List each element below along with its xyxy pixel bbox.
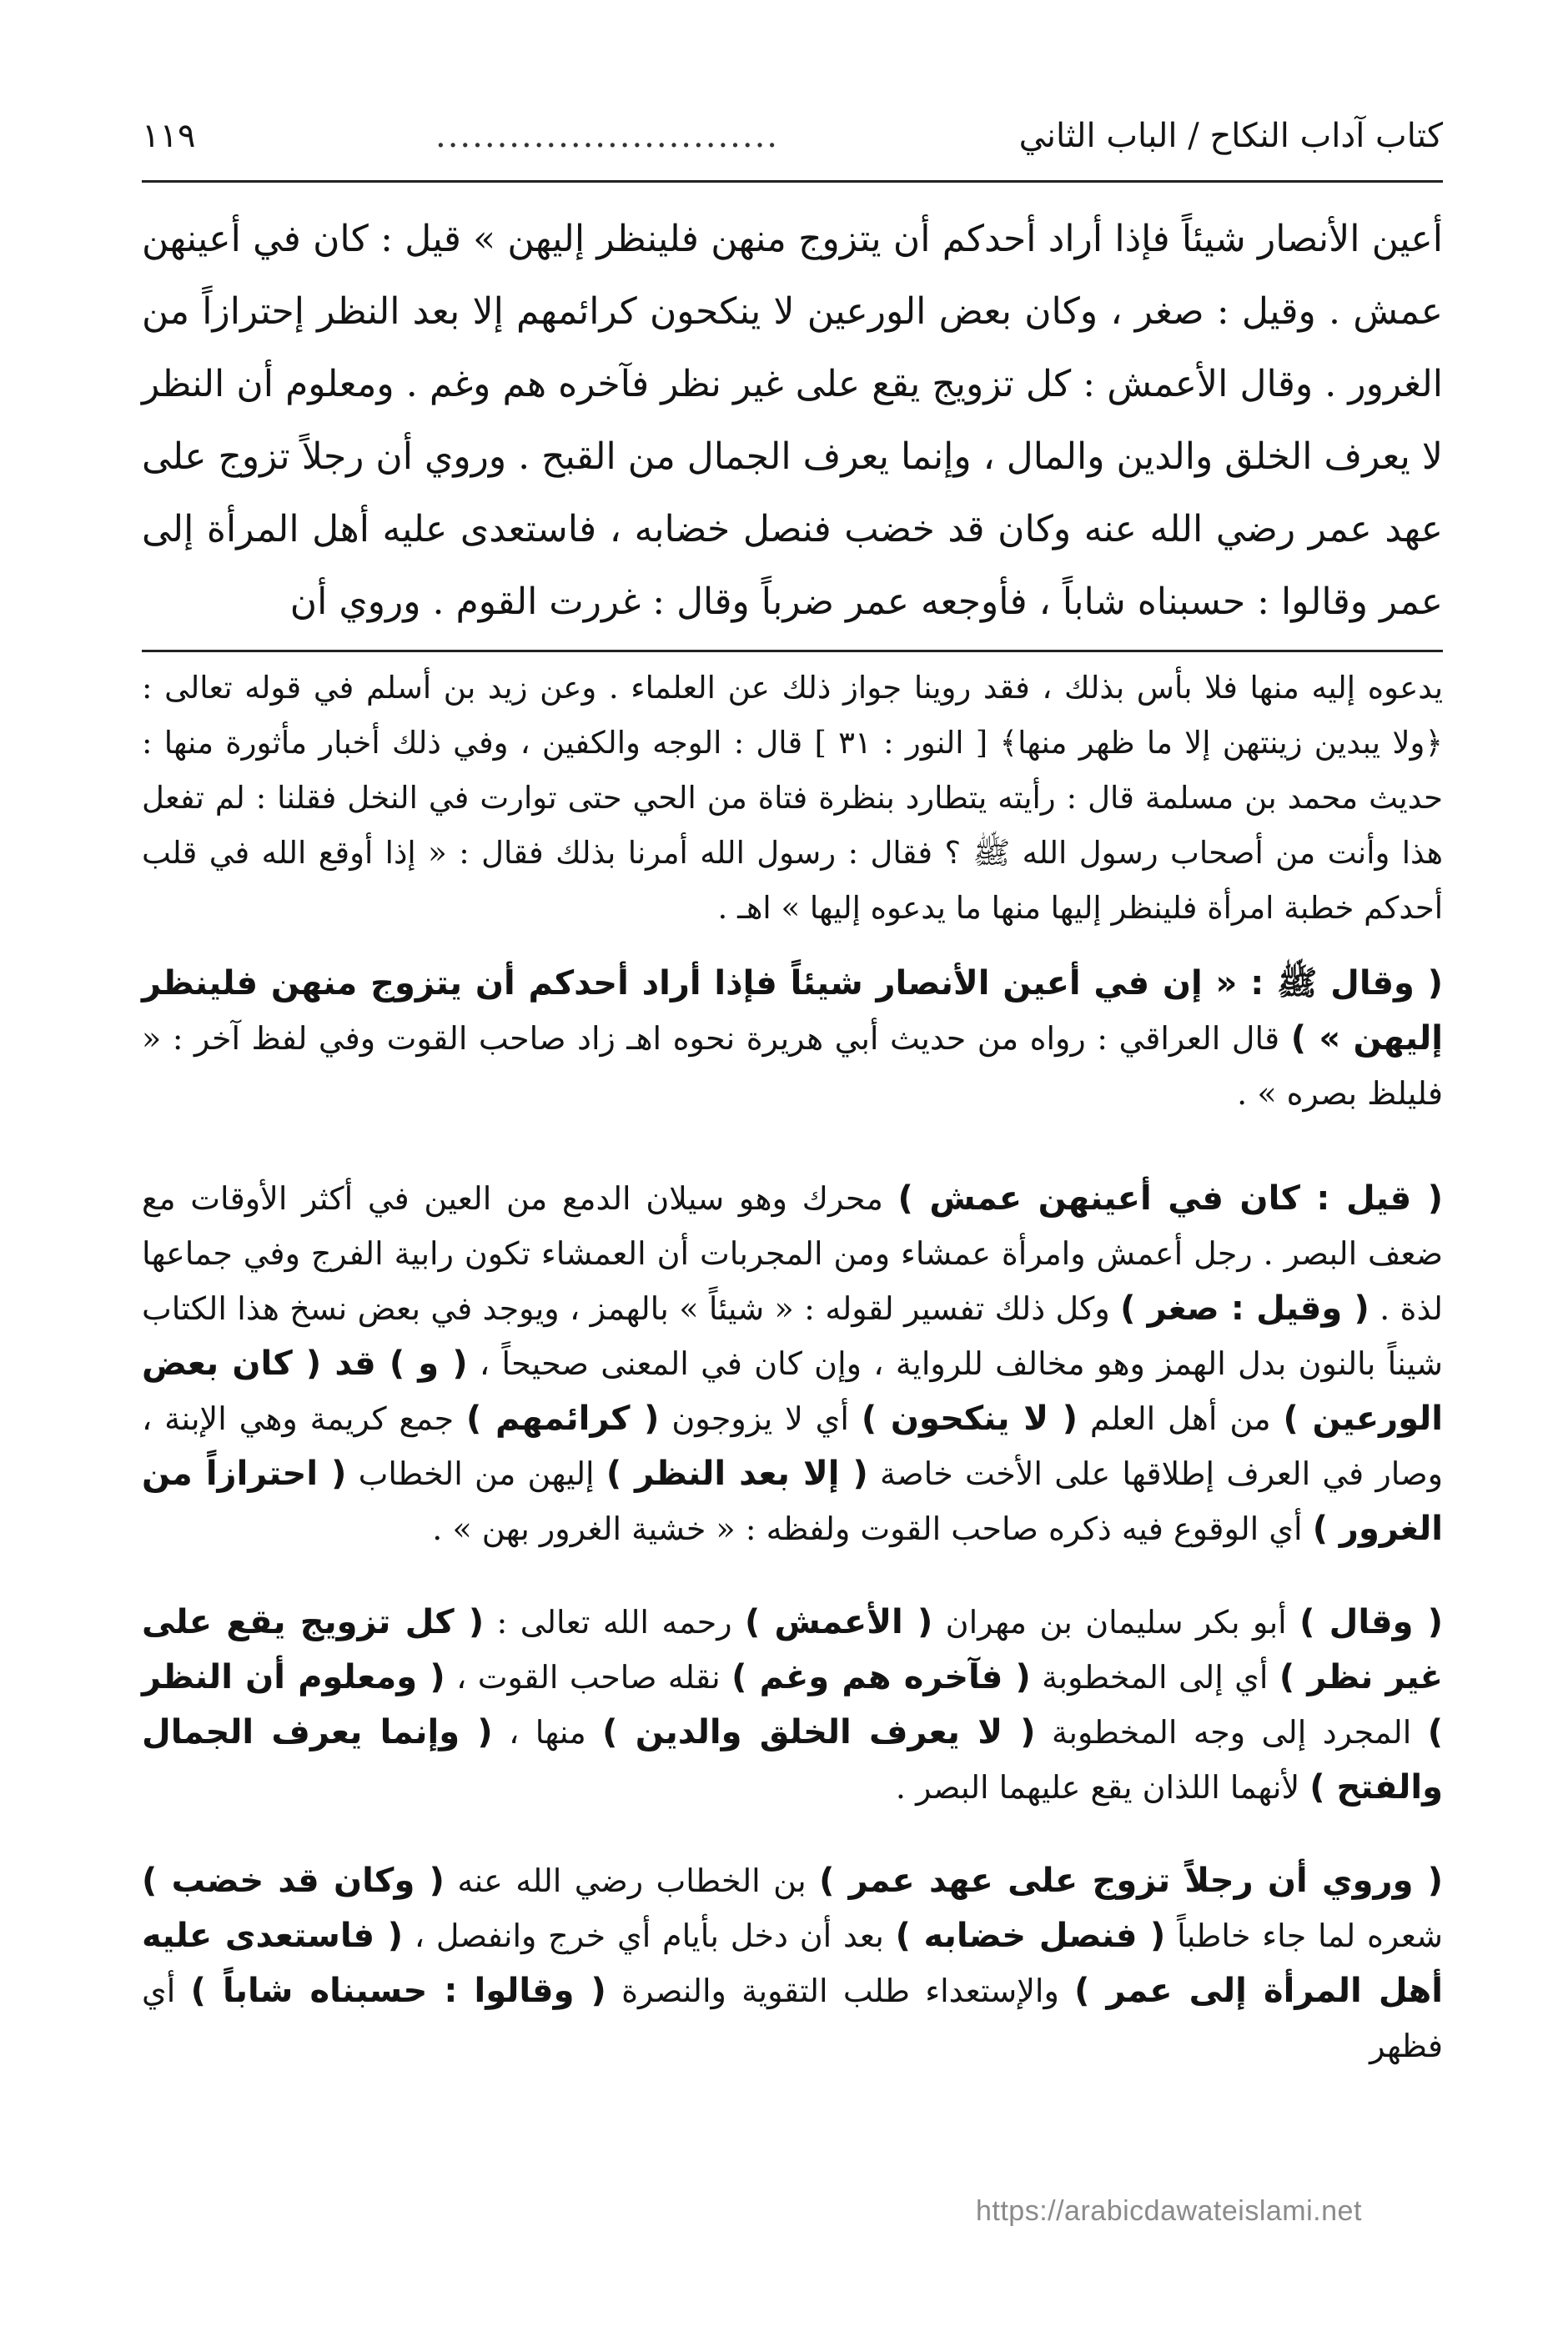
quoted-phrase: ( إلا بعد النظر ) — [606, 1455, 868, 1493]
commentary-text: أي إلى المخطوبة — [1030, 1659, 1279, 1696]
commentary — [142, 956, 1443, 2073]
commentary-text: إليهن من الخطاب — [346, 1455, 606, 1492]
quoted-phrase: ( وقيل : صغر ) — [1120, 1289, 1369, 1328]
commentary-paragraph-3 — [142, 1595, 1443, 1815]
commentary-text: أي لا يزوجون — [659, 1400, 862, 1437]
commentary-text: أي فظهر — [142, 1973, 1443, 2064]
commentary-paragraph-2 — [142, 1171, 1443, 1556]
commentary-text: أبو بكر سليمان بن مهران — [932, 1604, 1300, 1641]
commentary-text: من أهل العلم — [1078, 1400, 1284, 1437]
quoted-phrase: ( الأعمش ) — [745, 1603, 933, 1641]
quoted-phrase: ( فنصل خضابه ) — [895, 1917, 1166, 1955]
commentary-text: وكل ذلك تفسير لقوله : « شيئاً » بالهمز ، ويوجد في بعض نسخ هذا الكتاب شيناً بالنون بدل الهمز وهو مخالف للرواية ، وإن كان في المعنى صحيحاً ، — [142, 1290, 1443, 1382]
quoted-phrase: ( لا ينكحون ) — [861, 1400, 1078, 1438]
commentary-text: شعره لما جاء خاطباً — [1165, 1917, 1444, 1954]
quoted-phrase: ( ومعلوم أن النظر ) — [142, 1658, 1443, 1752]
main-text — [142, 203, 1443, 638]
commentary-paragraph-4 — [142, 1853, 1443, 2073]
footnote-divider — [142, 650, 1443, 652]
footnote-paragraph: يدعوه إليه منها فلا بأس بذلك ، فقد روينا جواز ذلك عن العلماء . وعن زيد بن أسلم في قوله تعالى : ﴿ولا يبدين زينتهن إلا ما ظهر منها﴾ [ النور : ٣١ ] قال : الوجه والكفين ، وفي ذلك أخبار مأثورة منها : حديث محمد بن مسلمة قال : رأيته يتطارد بنظرة فتاة من الحي حتى توارت في النخل فقلنا : لم تفعل هذا وأنت من أصحاب رسول الله ﷺ ؟ فقال : رسول الله أمرنا بذلك فقال : « إذا أوقع الله في قلب أحدكم خطبة امرأة فلينظر إليها منها ما يدعوه إليها » اهـ . — [142, 670, 1443, 926]
website-watermark: https://arabicdawateislami.net — [976, 2195, 1362, 2227]
quoted-phrase: ( و ) قد ( كان بعض الورعين ) — [142, 1344, 1443, 1438]
commentary-text: بعد أن دخل بأيام أي خرج وانفصل ، — [403, 1917, 896, 1954]
book-page — [142, 117, 1443, 2252]
commentary-text: محرك وهو سيلان الدمع من العين في أكثر الأوقات مع ضعف البصر . رجل أعمش وامرأة عمشاء ومن المجربات أن العمشاء تكون رابية الفرج وفي جماعها لذة . — [142, 1180, 1443, 1327]
quoted-phrase: ( قيل : كان في أعينهن عمش ) — [897, 1179, 1443, 1218]
commentary-text: لأنهما اللذان يقع عليهما البصر . — [895, 1769, 1310, 1806]
quoted-phrase: ( كل تزويج يقع على غير نظر ) — [142, 1603, 1444, 1696]
quoted-phrase: ( وقال ﷺ : « إن في أعين الأنصار شيئاً فإذا أراد أحدكم أن يتزوج منهن فلينظر إليهن » ) — [142, 964, 1443, 1058]
running-header — [142, 117, 1443, 183]
quoted-phrase: ( فاستعدى عليه أهل المرأة إلى عمر ) — [142, 1917, 1443, 2010]
quoted-phrase: ( وروي أن رجلاً تزوج على عهد عمر ) — [819, 1862, 1443, 1900]
header-title: كتاب آداب النكاح / الباب الثاني — [1018, 117, 1443, 155]
quoted-phrase: ( فآخره هم وغم ) — [731, 1658, 1031, 1696]
commentary-text: رحمه الله تعالى : — [484, 1604, 745, 1641]
commentary-text: منها ، — [492, 1714, 603, 1751]
quoted-phrase: ( وإنما يعرف الجمال والفتح ) — [142, 1713, 1443, 1807]
quoted-phrase: ( وقال ) — [1299, 1603, 1443, 1641]
commentary-text: والإستعداء طلب التقوية والنصرة — [606, 1973, 1075, 2009]
quoted-phrase: ( وكان قد خضب ) — [142, 1862, 445, 1900]
quoted-phrase: ( وقالوا : حسبناه شاباً ) — [190, 1972, 606, 2010]
commentary-text: نقله صاحب القوت ، — [445, 1659, 732, 1696]
commentary-text: المجرد إلى وجه المخطوبة — [1035, 1714, 1428, 1751]
quoted-phrase: ( لا يعرف الخلق والدين ) — [602, 1713, 1036, 1752]
commentary-paragraph-1 — [142, 956, 1443, 1121]
footnote — [142, 661, 1443, 936]
quoted-phrase: ( كرائمهم ) — [466, 1400, 660, 1438]
header-dots: ............................ — [435, 117, 780, 155]
commentary-text: قال العراقي : رواه من حديث أبي هريرة نحوه اهـ زاد صاحب القوت وفي لفظ آخر : « فليلظ بصره » . — [142, 1020, 1443, 1112]
quoted-phrase: ( احترازاً من الغرور ) — [142, 1455, 1443, 1548]
commentary-text: جمع كريمة وهي الإبنة ، وصار في العرف إطلاقها على الأخت خاصة — [142, 1400, 1443, 1492]
commentary-text: أي الوقوع فيه ذكره صاحب القوت ولفظه : « خشية الغرور بهن » . — [432, 1510, 1313, 1547]
commentary-text: بن الخطاب رضي الله عنه — [444, 1862, 820, 1899]
main-paragraph: أعين الأنصار شيئاً فإذا أراد أحدكم أن يتزوج منهن فلينظر إليهن » قيل : كان في أعينهن عمش . وقيل : صغر ، وكان بعض الورعين لا ينكحون كرائمهم إلا بعد النظر إحترازاً من الغرور . وقال الأعمش : كل تزويج يقع على غير نظر فآخره هم وغم . ومعلوم أن النظر لا يعرف الخلق والدين والمال ، وإنما يعرف الجمال من القبح . وروي أن رجلاً تزوج على عهد عمر رضي الله عنه وكان قد خضب فنصل خضابه ، فاستعدى عليه أهل المرأة إلى عمر وقالوا : حسبناه شاباً ، فأوجعه عمر ضرباً وقال : غررت القوم . وروي أن — [142, 218, 1443, 623]
page-number: ١١٩ — [142, 117, 196, 155]
